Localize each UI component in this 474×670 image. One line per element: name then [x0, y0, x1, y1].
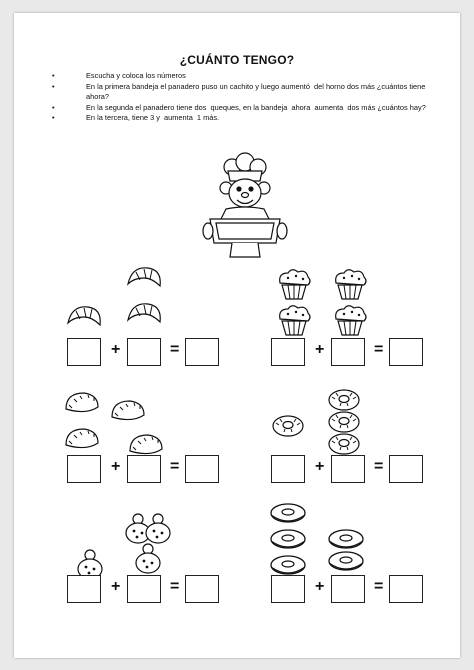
answer-box-total[interactable]	[185, 455, 219, 483]
answer-box-second[interactable]	[331, 575, 365, 603]
answer-box-total[interactable]	[389, 338, 423, 366]
answer-box-first[interactable]	[271, 338, 305, 366]
muffin-icon	[136, 544, 160, 573]
empanada-icon	[112, 401, 144, 420]
bagel-icon	[271, 530, 305, 548]
equals-sign: =	[170, 341, 180, 358]
answer-box-second[interactable]	[331, 338, 365, 366]
donut-icon	[329, 412, 359, 432]
cupcake-icon	[280, 306, 310, 335]
instruction-item	[52, 82, 432, 103]
bagel-icon	[271, 504, 305, 522]
answer-box-second[interactable]	[127, 575, 161, 603]
equals-sign: =	[170, 578, 180, 595]
answer-box-first[interactable]	[67, 338, 101, 366]
muffin-icon	[146, 514, 170, 543]
answer-box-total[interactable]	[185, 575, 219, 603]
croissant-icon	[128, 268, 160, 286]
croissant-icon	[68, 307, 100, 325]
answer-box-first[interactable]	[67, 575, 101, 603]
instruction-text: En la primera bandeja el panadero puso un cachito y luego aumentó del horno dos más ¿cuántos tiene ahora?	[86, 81, 428, 102]
answer-box-second[interactable]	[127, 455, 161, 483]
instruction-item	[52, 113, 432, 124]
donut-icon	[329, 390, 359, 410]
empanada-icon	[66, 393, 98, 412]
answer-box-second[interactable]	[127, 338, 161, 366]
cupcake-icon	[280, 270, 310, 299]
cupcake-icon	[336, 306, 366, 335]
bagel-icon	[271, 556, 305, 574]
equals-sign: =	[170, 458, 180, 475]
instruction-item	[52, 103, 432, 114]
instruction-item	[52, 71, 432, 82]
worksheet-title: ¿CUÁNTO TENGO?	[179, 53, 295, 67]
bullet-icon: •	[52, 113, 55, 123]
instructions-list	[52, 71, 432, 124]
empanada-icon	[130, 435, 162, 454]
instruction-text: En la segunda el panadero tiene dos queques, en la bandeja ahora aumenta dos más ¿cuántos hay?	[86, 102, 426, 112]
answer-box-second[interactable]	[331, 455, 365, 483]
answer-box-first[interactable]	[67, 455, 101, 483]
plus-sign: +	[315, 458, 325, 475]
bullet-icon: •	[52, 102, 55, 112]
baker-illustration	[190, 153, 300, 263]
answer-box-total[interactable]	[389, 455, 423, 483]
donut-group	[272, 383, 382, 463]
donut-icon	[329, 434, 359, 454]
plus-sign: +	[315, 341, 325, 358]
plus-sign: +	[111, 578, 121, 595]
empanada-group	[60, 383, 170, 463]
bagel-icon	[329, 530, 363, 548]
plus-sign: +	[111, 341, 121, 358]
instruction-text: En la tercera, tiene 3 y aumenta 1 más.	[86, 113, 220, 123]
plus-sign: +	[315, 578, 325, 595]
plus-sign: +	[111, 458, 121, 475]
equals-sign: =	[374, 578, 384, 595]
instruction-text: Escucha y coloca los números	[86, 71, 186, 80]
cupcake-icon	[336, 270, 366, 299]
answer-box-first[interactable]	[271, 575, 305, 603]
answer-box-total[interactable]	[185, 338, 219, 366]
croissant-group	[64, 258, 174, 343]
donut-icon	[273, 416, 303, 436]
muffin-icon	[126, 514, 150, 543]
bullet-icon: •	[52, 71, 55, 80]
croissant-icon	[128, 304, 160, 322]
bagel-icon	[329, 552, 363, 570]
cupcake-group	[272, 263, 382, 343]
bullet-icon: •	[52, 81, 55, 91]
empanada-icon	[66, 429, 98, 448]
equals-sign: =	[374, 341, 384, 358]
answer-box-total[interactable]	[389, 575, 423, 603]
equals-sign: =	[374, 458, 384, 475]
worksheet-page	[14, 13, 460, 658]
answer-box-first[interactable]	[271, 455, 305, 483]
